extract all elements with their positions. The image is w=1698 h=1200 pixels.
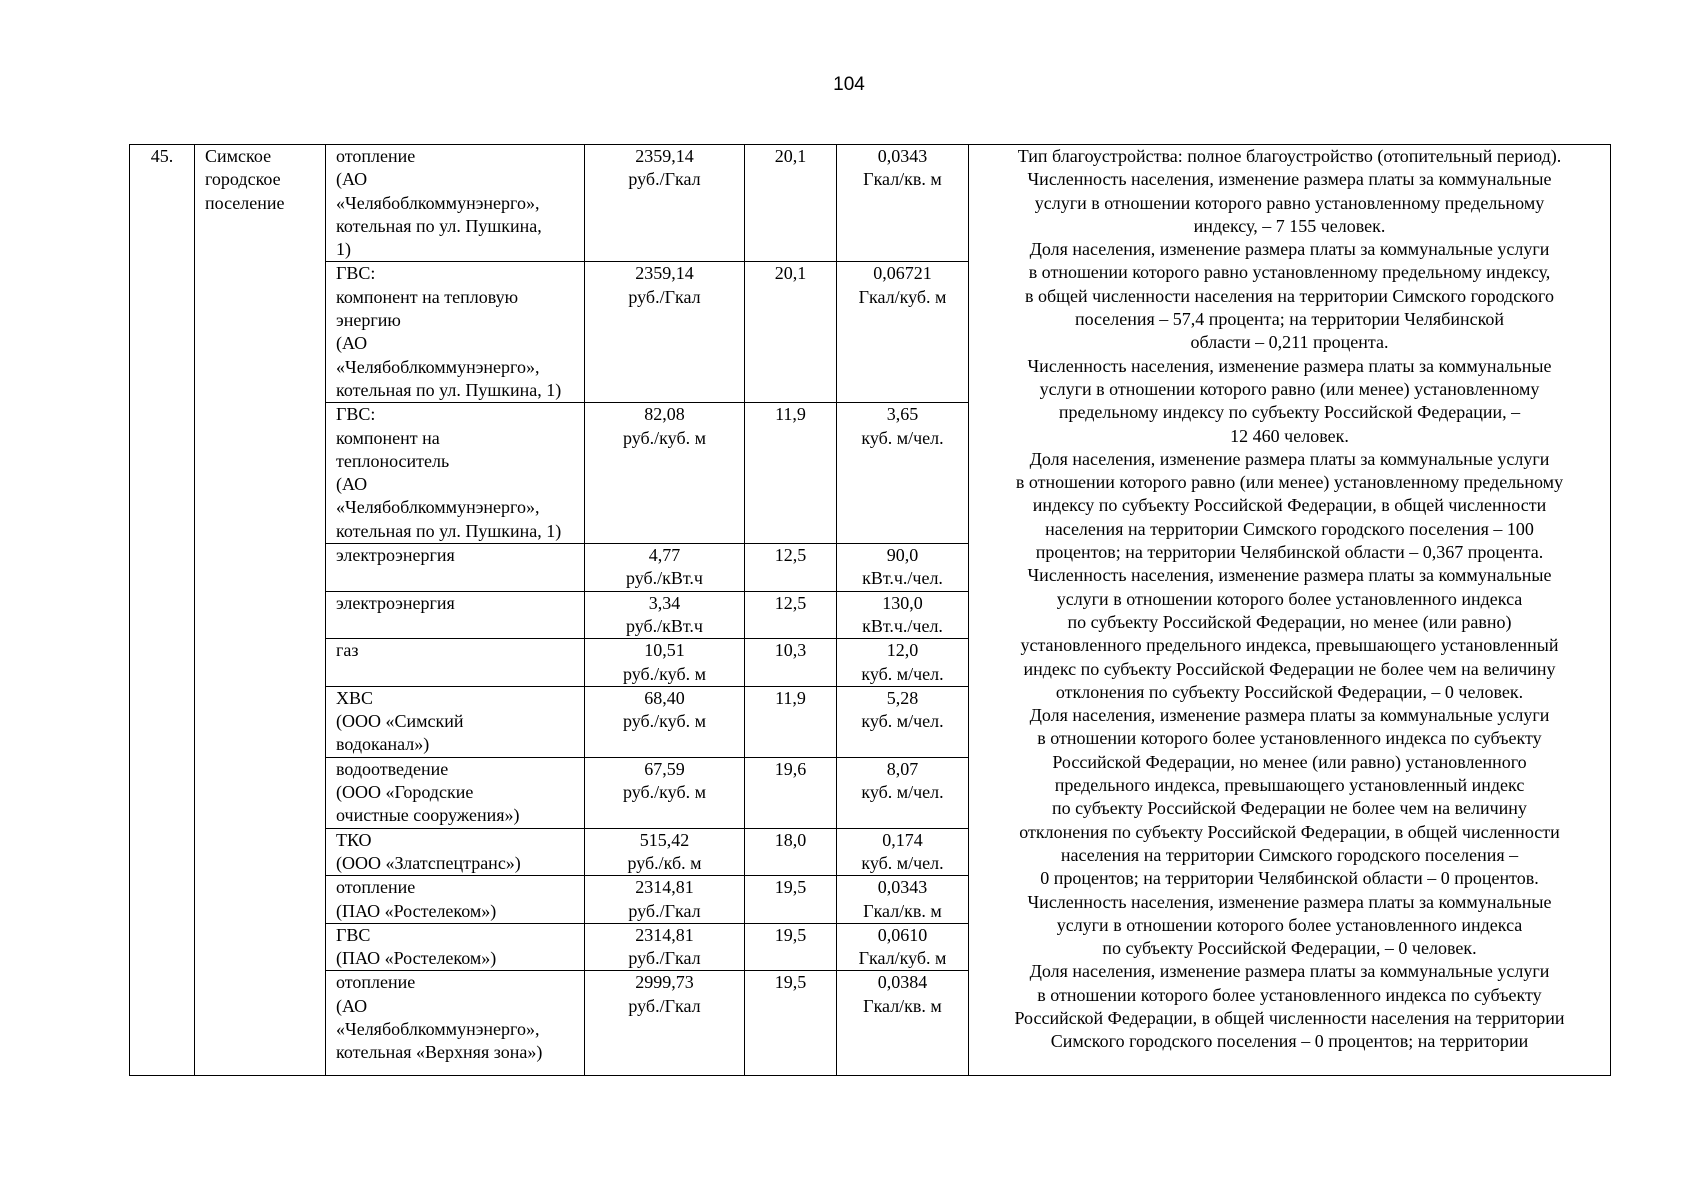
text-line: кВт.ч./чел. bbox=[862, 568, 943, 589]
text-line: 10,51 bbox=[644, 640, 685, 661]
norm-cell bbox=[837, 757, 969, 828]
tariff-cell bbox=[585, 923, 745, 971]
increase-cell: 12,5 bbox=[745, 544, 837, 592]
tariff-table bbox=[129, 144, 1611, 1076]
increase-cell: 20,1 bbox=[745, 145, 837, 262]
tariff-cell bbox=[585, 757, 745, 828]
text-line: по субъекту Российской Федерации, – 0 человек. bbox=[1102, 938, 1477, 959]
entry-number-cell: 45. bbox=[130, 145, 195, 1076]
service-name-cell bbox=[326, 828, 585, 876]
service-name-cell bbox=[326, 403, 585, 544]
text-line: индекс по субъекту Российской Федерации не более чем на величину bbox=[1023, 658, 1556, 679]
text-line: (АО bbox=[336, 169, 368, 190]
text-line: руб./Гкал bbox=[628, 286, 701, 307]
text-line: Доля населения, изменение размера платы за коммунальные услуги bbox=[1029, 448, 1550, 469]
municipality-cell: Симское городское поселение bbox=[195, 145, 326, 1076]
text-line: 12,0 bbox=[886, 640, 919, 661]
text-line: Российской Федерации, но менее (или равно) установленного bbox=[1052, 751, 1527, 772]
text-line: (ООО «Городские bbox=[336, 782, 474, 803]
text-line: населения на территории Симского городского поселения – bbox=[1060, 844, 1519, 865]
tariff-cell bbox=[585, 876, 745, 924]
service-name-cell bbox=[326, 686, 585, 757]
text-line: 2999,73 bbox=[635, 972, 694, 993]
text-line: 4,77 bbox=[648, 545, 681, 566]
text-line: руб./кВт.ч bbox=[625, 568, 703, 589]
text-line: «Челябоблкоммунэнерго», bbox=[336, 192, 540, 213]
tariff-cell bbox=[585, 544, 745, 592]
text-line: 2359,14 bbox=[635, 146, 694, 166]
text-line: ГВС bbox=[336, 924, 371, 945]
text-line: 515,42 bbox=[639, 829, 690, 850]
table-row bbox=[130, 145, 1611, 262]
text-line: услуги в отношении которого равно (или менее) установленному bbox=[1039, 378, 1540, 399]
text-line: индексу по субъекту Российской Федерации, в общей численности bbox=[1032, 495, 1547, 516]
service-name-cell bbox=[326, 639, 585, 687]
text-line: руб./куб. м bbox=[623, 663, 706, 684]
text-line: 82,08 bbox=[644, 404, 685, 425]
text-line: теплоноситель bbox=[336, 450, 450, 471]
text-line: 0,0610 bbox=[877, 924, 928, 945]
text-line: (ПАО «Ростелеком») bbox=[336, 948, 497, 969]
increase-cell: 11,9 bbox=[745, 686, 837, 757]
service-name-cell bbox=[326, 876, 585, 924]
text-line: «Челябоблкоммунэнерго», bbox=[336, 1018, 540, 1039]
text-line: «Челябоблкоммунэнерго», bbox=[336, 497, 540, 518]
text-line: руб./Гкал bbox=[628, 900, 701, 921]
text-line: 0,0343 bbox=[877, 146, 928, 166]
text-line: отклонения по субъекту Российской Федерации, – 0 человек. bbox=[1055, 681, 1524, 702]
text-line: предельного индекса, превышающего установленный индекс bbox=[1054, 775, 1525, 796]
text-line: куб. м/чел. bbox=[861, 663, 944, 684]
text-line: отклонения по субъекту Российской Федерации, в общей численности bbox=[1019, 821, 1560, 842]
norm-cell bbox=[837, 262, 969, 403]
text-line: водоканал») bbox=[336, 734, 430, 755]
service-name-cell bbox=[326, 145, 585, 262]
service-name-cell bbox=[326, 544, 585, 592]
norm-cell bbox=[837, 145, 969, 262]
text-line: очистные сооружения») bbox=[336, 805, 520, 826]
text-line: Гкал/куб. м bbox=[858, 286, 947, 307]
increase-cell: 19,5 bbox=[745, 923, 837, 971]
text-line: Доля населения, изменение размера платы за коммунальные услуги bbox=[1029, 239, 1550, 260]
text-line: Симского городского поселения – 0 процентов; на территории bbox=[1050, 1031, 1529, 1052]
text-line: руб./куб. м bbox=[623, 427, 706, 448]
text-line: куб. м/чел. bbox=[861, 852, 944, 873]
norm-cell bbox=[837, 591, 969, 639]
norm-cell bbox=[837, 403, 969, 544]
text-line: котельная «Верхняя зона») bbox=[336, 1042, 543, 1063]
text-line: населения на территории Симского городского поселения – 100 bbox=[1045, 518, 1534, 539]
text-line: 2314,81 bbox=[635, 877, 694, 898]
service-name-cell bbox=[326, 591, 585, 639]
text-line: кВт.ч./чел. bbox=[862, 615, 943, 636]
text-line: энергию bbox=[336, 310, 401, 331]
text-line: «Челябоблкоммунэнерго», bbox=[336, 356, 540, 377]
text-line: котельная по ул. Пушкина, bbox=[336, 215, 542, 236]
text-line: 67,59 bbox=[644, 758, 685, 779]
text-line: 1) bbox=[336, 239, 351, 260]
text-line: 2314,81 bbox=[635, 924, 694, 945]
text-line: ТКО bbox=[336, 829, 372, 850]
text-line: 8,07 bbox=[886, 758, 919, 779]
table-body bbox=[130, 145, 1611, 1076]
text-line: 5,28 bbox=[886, 687, 919, 708]
tariff-cell bbox=[585, 686, 745, 757]
tariff-cell bbox=[585, 639, 745, 687]
text-line: Численность населения, изменение размера платы за коммунальные bbox=[1027, 891, 1552, 912]
service-name-cell bbox=[326, 262, 585, 403]
text-line: в отношении которого равно установленному предельному индексу, bbox=[1028, 262, 1551, 283]
text-line: 90,0 bbox=[886, 545, 919, 566]
text-line: 130,0 bbox=[882, 592, 923, 613]
text-line: в отношении которого более установленного индекса по субъекту bbox=[1037, 728, 1542, 749]
text-line: компонент на bbox=[336, 427, 440, 448]
text-line: (АО bbox=[336, 995, 368, 1016]
increase-cell: 12,5 bbox=[745, 591, 837, 639]
increase-cell: 20,1 bbox=[745, 262, 837, 403]
text-line: газ bbox=[336, 640, 359, 661]
text-line: 0,0343 bbox=[877, 877, 928, 898]
text-line: водоотведение bbox=[336, 758, 449, 779]
text-line: поселения – 57,4 процента; на территории Челябинской bbox=[1074, 309, 1505, 330]
text-line: 68,40 bbox=[644, 687, 685, 708]
tariff-cell bbox=[585, 262, 745, 403]
text-line: процентов; на территории Челябинской области – 0,367 процента. bbox=[1035, 542, 1544, 563]
text-line: 0,06721 bbox=[873, 263, 932, 284]
text-line: в общей численности населения на территории Симского городского bbox=[1025, 285, 1554, 306]
tariff-cell bbox=[585, 971, 745, 1076]
text-line: услуги в отношении которого более установленного индекса bbox=[1056, 588, 1523, 609]
text-line: услуги в отношении которого равно установленному предельному bbox=[1034, 192, 1545, 213]
increase-cell: 11,9 bbox=[745, 403, 837, 544]
increase-cell: 19,5 bbox=[745, 876, 837, 924]
text-line: 0,0384 bbox=[877, 972, 928, 993]
text-line: 0 процентов; на территории Челябинской области – 0 процентов. bbox=[1040, 868, 1539, 889]
text-line: (ООО «Симский bbox=[336, 711, 464, 732]
text-line: Численность населения, изменение размера платы за коммунальные bbox=[1027, 355, 1552, 376]
text-line: электроэнергия bbox=[336, 592, 455, 613]
tariff-cell bbox=[585, 403, 745, 544]
service-name-cell bbox=[326, 757, 585, 828]
norm-cell bbox=[837, 639, 969, 687]
text-line: (ПАО «Ростелеком») bbox=[336, 900, 497, 921]
text-line: куб. м/чел. bbox=[861, 711, 944, 732]
text-line: Численность населения, изменение размера платы за коммунальные bbox=[1027, 169, 1552, 190]
text-line: 3,65 bbox=[886, 404, 919, 425]
tariff-cell bbox=[585, 828, 745, 876]
text-line: руб./куб. м bbox=[623, 782, 706, 803]
text-line: Российской Федерации, в общей численности населения на территории bbox=[1014, 1007, 1565, 1028]
text-line: в отношении которого более установленного индекса по субъекту bbox=[1037, 984, 1542, 1005]
text-line: (ООО «Златспецтранс») bbox=[336, 852, 521, 873]
text-line: котельная по ул. Пушкина, 1) bbox=[336, 520, 562, 541]
text-line: Доля населения, изменение размера платы за коммунальные услуги bbox=[1029, 705, 1550, 726]
text-line: индексу, – 7 155 человек. bbox=[1193, 215, 1386, 236]
description-cell bbox=[969, 145, 1611, 1076]
text-line: компонент на тепловую bbox=[336, 286, 519, 307]
text-line: услуги в отношении которого более установленного индекса bbox=[1056, 914, 1523, 935]
text-line: в отношении которого равно (или менее) установленному предельному bbox=[1015, 472, 1564, 493]
text-line: Гкал/кв. м bbox=[863, 169, 942, 190]
increase-cell: 10,3 bbox=[745, 639, 837, 687]
text-line: Численность населения, изменение размера платы за коммунальные bbox=[1027, 565, 1552, 586]
text-line: по субъекту Российской Федерации не более чем на величину bbox=[1052, 798, 1527, 819]
text-line: Тип благоустройства: полное благоустройство (отопительный период). bbox=[1017, 146, 1562, 166]
service-name-cell bbox=[326, 971, 585, 1076]
tariff-cell bbox=[585, 591, 745, 639]
text-line: отопление bbox=[336, 877, 416, 898]
text-line: Гкал/кв. м bbox=[863, 900, 942, 921]
text-line: области – 0,211 процента. bbox=[1190, 332, 1389, 353]
increase-cell: 19,5 bbox=[745, 971, 837, 1076]
text-line: отопление bbox=[336, 972, 416, 993]
text-line: Гкал/кв. м bbox=[863, 995, 942, 1016]
text-line: ГВС: bbox=[336, 404, 376, 425]
text-line: (АО bbox=[336, 333, 368, 354]
text-line: Доля населения, изменение размера платы за коммунальные услуги bbox=[1029, 961, 1550, 982]
norm-cell bbox=[837, 686, 969, 757]
norm-cell bbox=[837, 876, 969, 924]
norm-cell bbox=[837, 923, 969, 971]
text-line: руб./куб. м bbox=[623, 711, 706, 732]
norm-cell bbox=[837, 828, 969, 876]
text-line: 2359,14 bbox=[635, 263, 694, 284]
tariff-cell bbox=[585, 145, 745, 262]
service-name-cell bbox=[326, 923, 585, 971]
text-line: 12 460 человек. bbox=[1230, 425, 1349, 446]
text-line: куб. м/чел. bbox=[861, 782, 944, 803]
text-line: отопление bbox=[336, 146, 416, 166]
text-line: руб./Гкал bbox=[628, 169, 701, 190]
text-line: ГВС: bbox=[336, 263, 376, 284]
norm-cell bbox=[837, 971, 969, 1076]
increase-cell: 19,6 bbox=[745, 757, 837, 828]
text-line: Гкал/куб. м bbox=[858, 948, 947, 969]
increase-cell: 18,0 bbox=[745, 828, 837, 876]
text-line: по субъекту Российской Федерации, но менее (или равно) bbox=[1067, 611, 1512, 632]
page-number: 104 bbox=[833, 74, 865, 95]
text-line: куб. м/чел. bbox=[861, 427, 944, 448]
norm-cell bbox=[837, 544, 969, 592]
text-line: (АО bbox=[336, 474, 368, 495]
text-line: руб./Гкал bbox=[628, 995, 701, 1016]
text-line: предельному индексу по субъекту Российской Федерации, – bbox=[1058, 402, 1521, 423]
text-line: ХВС bbox=[336, 687, 374, 708]
text-line: 0,174 bbox=[882, 829, 923, 850]
text-line: руб./кб. м bbox=[627, 852, 702, 873]
text-line: руб./Гкал bbox=[628, 948, 701, 969]
text-line: руб./кВт.ч bbox=[625, 615, 703, 636]
text-line: установленного предельного индекса, превышающего установленный bbox=[1020, 635, 1559, 656]
text-line: электроэнергия bbox=[336, 545, 455, 566]
text-line: 3,34 bbox=[648, 592, 681, 613]
text-line: котельная по ул. Пушкина, 1) bbox=[336, 379, 562, 400]
